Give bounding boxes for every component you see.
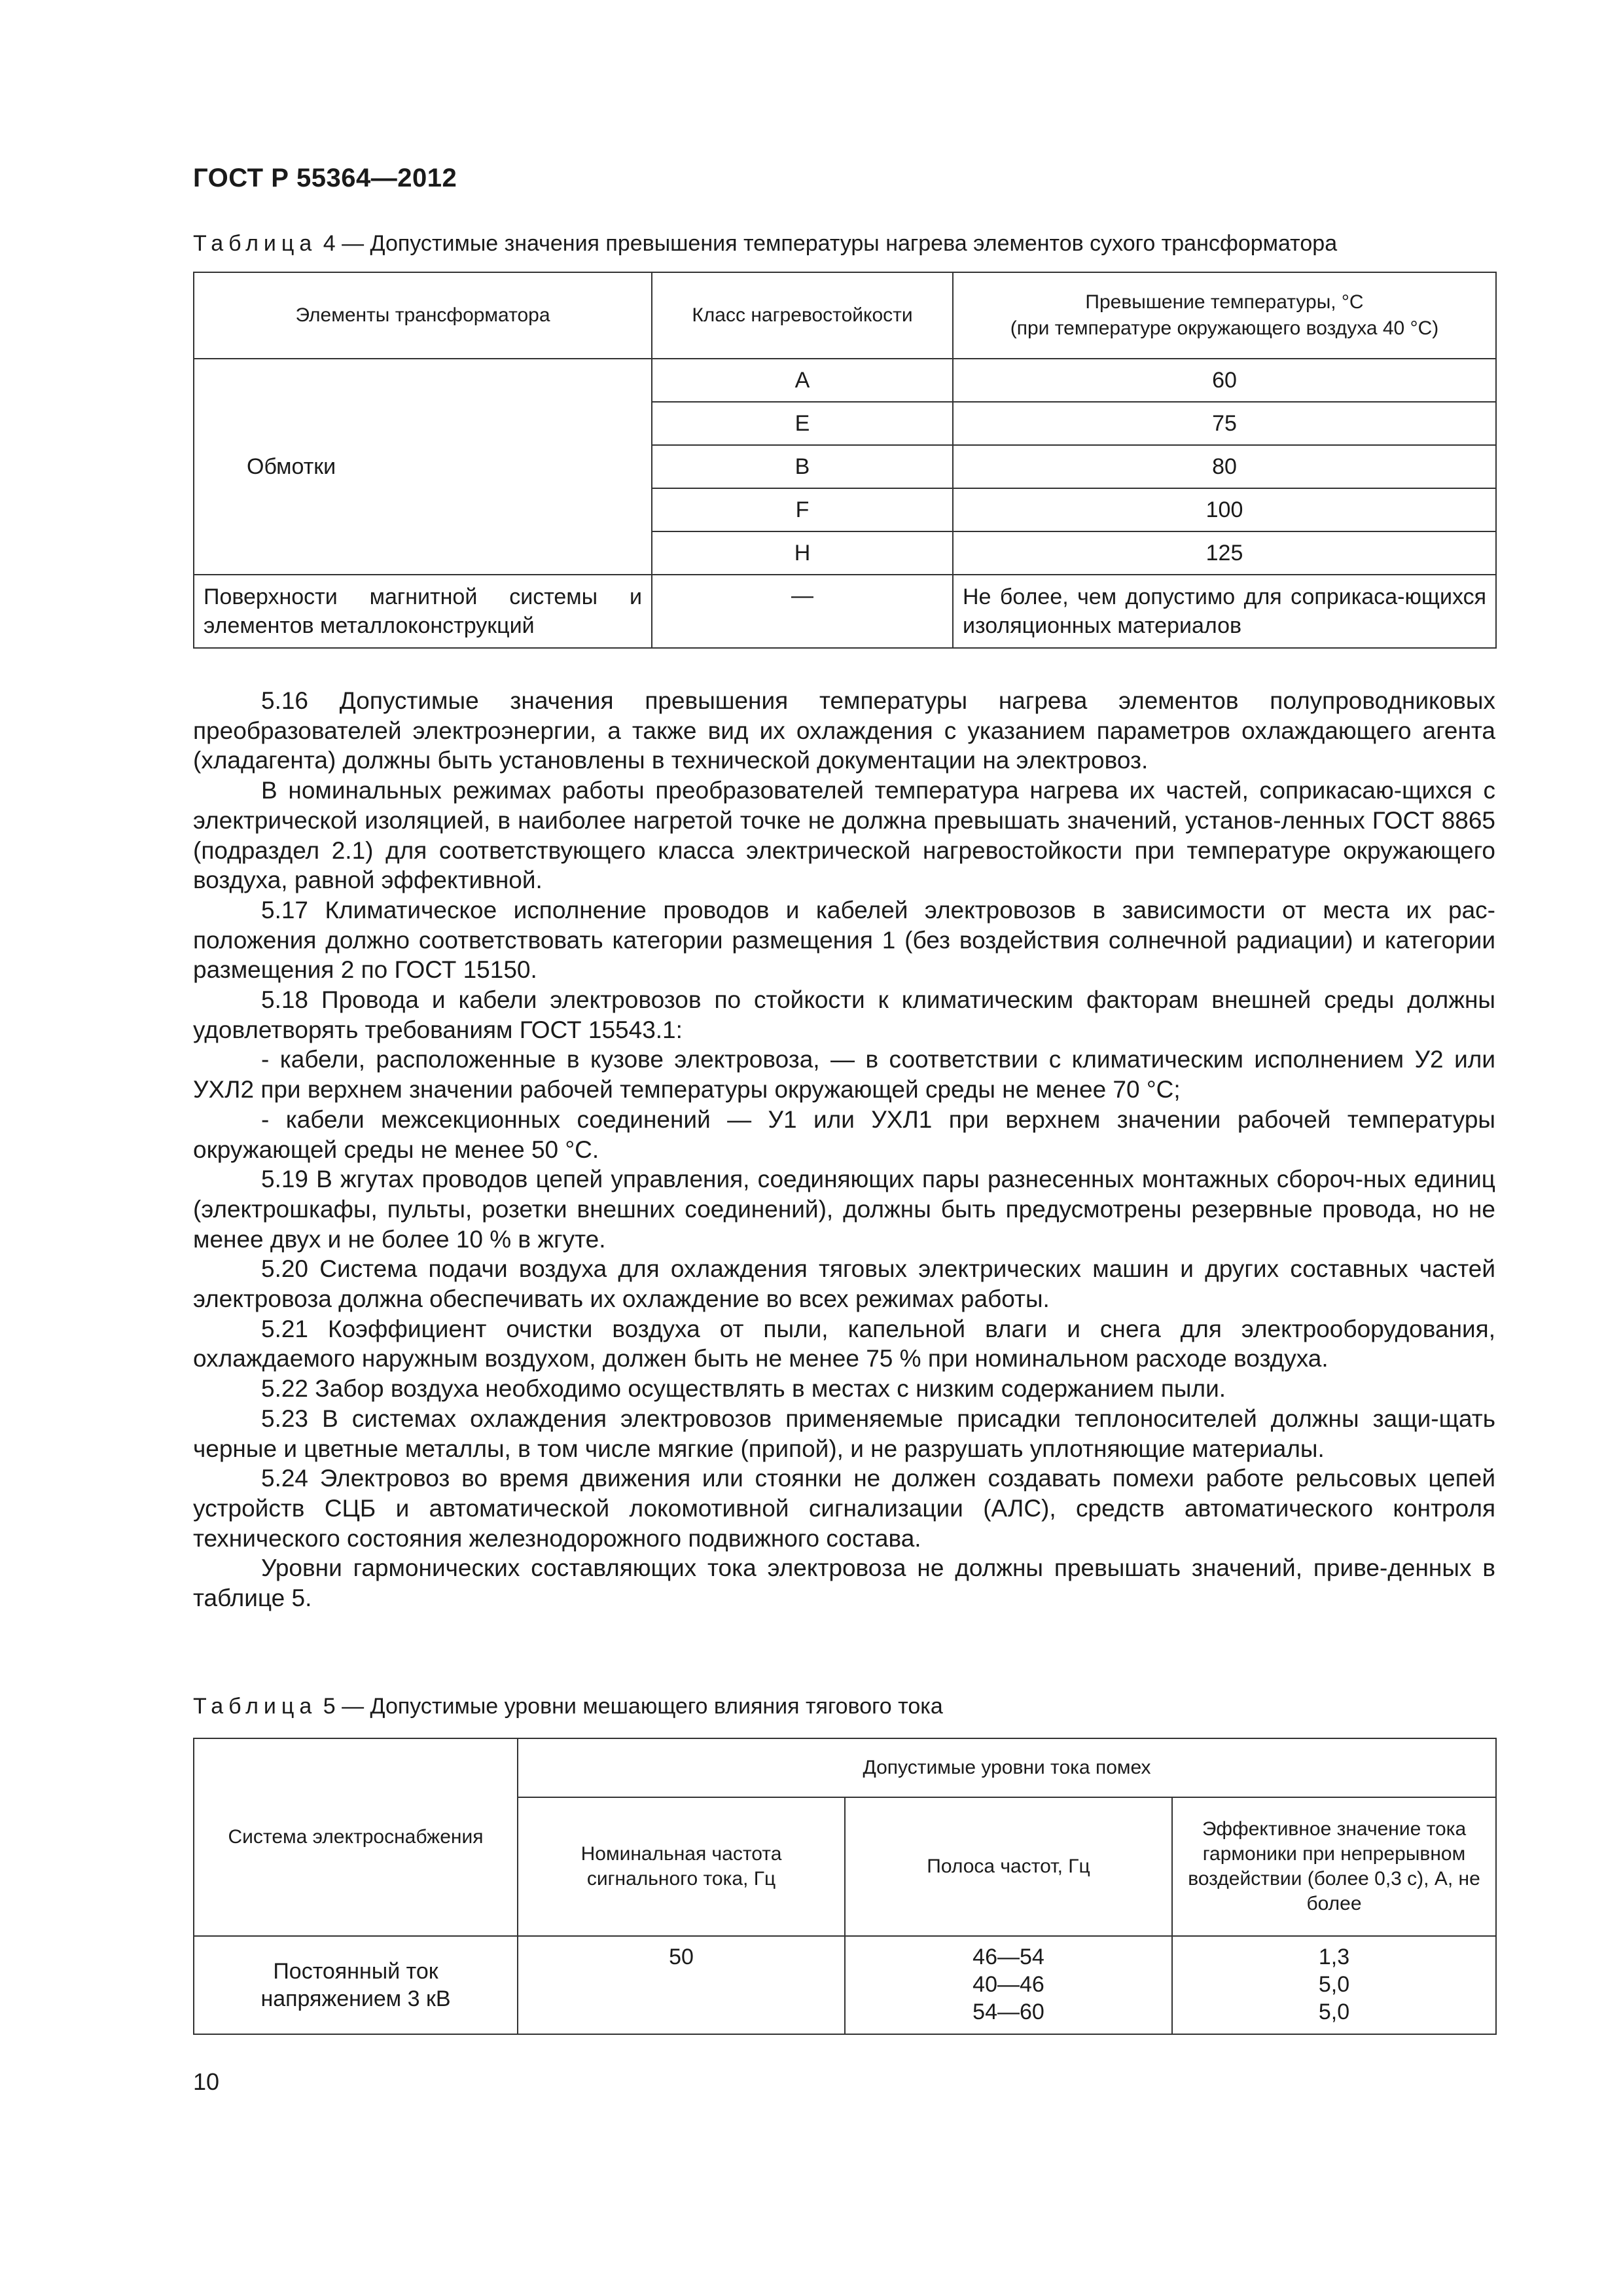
table4-class-cell: F — [652, 488, 953, 531]
table4-caption — [193, 231, 1337, 257]
body-text — [193, 686, 1495, 1613]
table5-band-value: 46—54 — [972, 1945, 1044, 1969]
table5-header-nominal-frequency: Номинальная частота сигнального тока, Гц — [518, 1797, 845, 1936]
table5-header-group: Допустимые уровни тока помех — [518, 1738, 1496, 1797]
table4-magnetic-system-cell: Поверхности магнитной системы и элементов металлоконструкций — [194, 575, 652, 648]
paragraph-5-17: 5.17 Климатическое исполнение проводов и кабелей электровозов в зависимости от места их рас-положения должно соответствовать категории размещения 1 (без воздействия солнечной радиации) и категории размещения 2 по ГОСТ 15150. — [193, 896, 1495, 984]
table4-header-temp-rise-line2: (при температуре окружающего воздуха 40 °С) — [1010, 317, 1439, 339]
table5-header-effective-current: Эффективное значение тока гармоники при непрерывном воздействии (более 0,3 с), А, не более — [1172, 1797, 1496, 1936]
table-row — [194, 359, 1496, 402]
table5-current-value: 1,3 — [1318, 1945, 1350, 1969]
table4-class-cell: B — [652, 445, 953, 488]
paragraph-5-21: 5.21 Коэффициент очистки воздуха от пыли, капельной влаги и снега для электрооборудования, охлаждаемого наружным воздухом, должен быть не менее 75 % при номинальном расходе воздуха. — [193, 1315, 1495, 1372]
table4-value-cell: 75 — [953, 402, 1496, 445]
page-number: 10 — [193, 2068, 220, 2095]
table4-header-row — [194, 272, 1496, 359]
table4-value-cell: 100 — [953, 488, 1496, 531]
paragraph-harmonics: Уровни гармонических составляющих тока электровоза не должны превышать значений, приве-денных в таблице 5. — [193, 1554, 1495, 1612]
table5-header-system: Система электроснабжения — [194, 1738, 518, 1936]
list-item: - кабели, расположенные в кузове электровоза, — в соответствии с климатическим исполнением У2 или УХЛ2 при верхнем значении рабочей температуры окружающей среды не менее 70 °С; — [193, 1046, 1495, 1103]
table4-value-cell: 125 — [953, 531, 1496, 575]
table5-current-cell — [1172, 1936, 1496, 2034]
table4-header-elements: Элементы трансформатора — [194, 272, 652, 359]
table5-caption — [193, 1694, 943, 1719]
paragraph-5-18: 5.18 Провода и кабели электровозов по стойкости к климатическим факторам внешней среды должны удовлетворять требованиям ГОСТ 15543.1: — [193, 986, 1495, 1043]
table4-caption-text: 4 — Допустимые значения превышения температуры нагрева элементов сухого трансформатора — [317, 231, 1338, 256]
table4-windings-cell: Обмотки — [194, 359, 652, 575]
table5-header-row — [194, 1738, 1496, 1797]
table5-caption-text: 5 — Допустимые уровни мешающего влияния тягового тока — [317, 1694, 943, 1719]
table4-class-cell: — — [652, 575, 953, 648]
table4-value-cell: 80 — [953, 445, 1496, 488]
list-item: - кабели межсекционных соединений — У1 или УХЛ1 при верхнем значении рабочей температуры окружающей среды не менее 50 °С. — [193, 1105, 1495, 1163]
table4-header-temp-rise-line1: Превышение температуры, °С — [1085, 291, 1364, 313]
table4-caption-prefix: Таблица — [193, 231, 317, 256]
table5 — [193, 1738, 1497, 2035]
table5-band-cell — [845, 1936, 1172, 2034]
table5-system-line2: напряжением 3 кВ — [260, 1986, 451, 2011]
table5-nominal-frequency-cell: 50 — [518, 1936, 845, 2034]
table-row — [194, 1936, 1496, 2034]
paragraph-nominal-modes: В номинальных режимах работы преобразователей температура нагрева их частей, соприкасаю-щихся с электрической изоляцией, в наиболее нагретой точке не должна превышать значений, установ-ленных ГОСТ 8865 (подраздел 2.1) для соответствующего класса электрической нагревостойкости при температуре окружающего воздуха, равной эффективной. — [193, 777, 1495, 894]
table4-header-heat-class: Класс нагревостойкости — [652, 272, 953, 359]
table5-caption-prefix: Таблица — [193, 1694, 317, 1719]
paragraph-5-23: 5.23 В системах охлаждения электровозов применяемые присадки теплоносителей должны защи-щать черные и цветные металлы, в том числе мягкие (припой), и не разрушать уплотняющие материалы. — [193, 1405, 1495, 1462]
paragraph-5-22: 5.22 Забор воздуха необходимо осуществлять в местах с низким содержанием пыли. — [261, 1375, 1226, 1403]
table-row — [194, 575, 1496, 648]
paragraph-5-16: 5.16 Допустимые значения превышения температуры нагрева элементов полупроводниковых преобразователей электроэнергии, а также вид их охлаждения с указанием параметров охлаждающего агента (хладагента) должны быть установлены в технической документации на электровоз. — [193, 687, 1495, 774]
table4-header-temp-rise — [953, 272, 1496, 359]
table5-header-band: Полоса частот, Гц — [845, 1797, 1172, 1936]
table5-system-line1: Постоянный ток — [273, 1959, 438, 1984]
table5-system-cell — [194, 1936, 518, 2034]
table4-value-cell: Не более, чем допустимо для соприкаса-ющихся изоляционных материалов — [953, 575, 1496, 648]
document-header: ГОСТ Р 55364—2012 — [193, 164, 457, 192]
paragraph-5-20: 5.20 Система подачи воздуха для охлаждения тяговых электрических машин и других составных частей электровоза должна обеспечивать их охлаждение во всех режимах работы. — [193, 1255, 1495, 1313]
paragraph-5-24: 5.24 Электровоз во время движения или стоянки не должен создавать помехи работе рельсовых цепей устройств СЦБ и автоматической локомотивной сигнализации (АЛС), средств автоматического контроля технического состояния железнодорожного подвижного состава. — [193, 1465, 1495, 1552]
table4-class-cell: A — [652, 359, 953, 402]
table4-value-cell: 60 — [953, 359, 1496, 402]
table5-current-value: 5,0 — [1318, 1972, 1350, 1997]
table5-band-value: 40—46 — [972, 1972, 1044, 1997]
table5-current-value: 5,0 — [1318, 2000, 1350, 2024]
table4 — [193, 272, 1497, 649]
table4-class-cell: E — [652, 402, 953, 445]
table5-band-value: 54—60 — [972, 2000, 1044, 2024]
paragraph-5-19: 5.19 В жгутах проводов цепей управления, соединяющих пары разнесенных монтажных сбороч-ных единиц (электрошкафы, пульты, розетки внешних соединений), должны быть предусмотрены резервные провода, но не менее двух и не более 10 % в жгуте. — [193, 1166, 1495, 1253]
table4-class-cell: H — [652, 531, 953, 575]
